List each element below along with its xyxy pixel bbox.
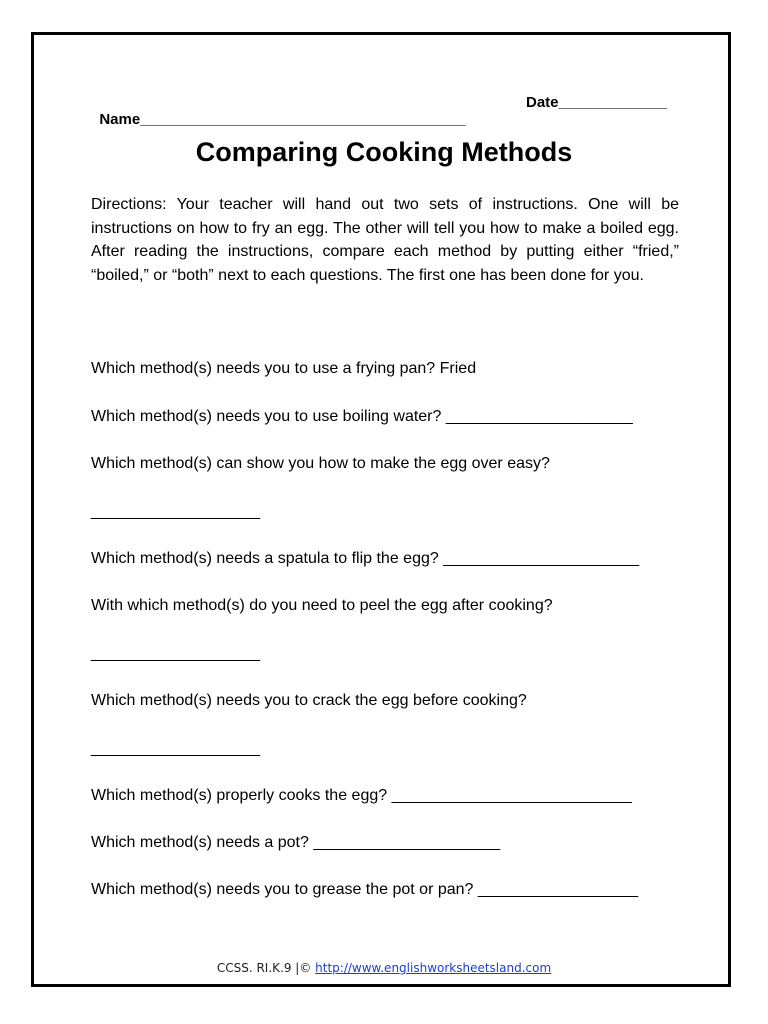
question-9: Which method(s) needs you to grease the pot or pan? __________________ — [91, 881, 639, 898]
question-2: Which method(s) needs you to use boiling water? _____________________ — [91, 408, 633, 425]
question-5: With which method(s) do you need to peel the egg after cooking? — [91, 597, 553, 614]
question-6: Which method(s) needs you to crack the egg before cooking? — [91, 692, 527, 709]
name-field: Name_______________________________________ — [99, 111, 466, 128]
answer-blank-5: ___________________ — [91, 645, 261, 662]
directions-paragraph: Directions: Your teacher will hand out two sets of instructions. One will be instructions on how to fry an egg. The other will tell you how to make a boiled egg. After reading the instructions, compare each method by putting either “fried,” “boiled,” or “both” next to each questions. The first one has been done for you. — [91, 196, 679, 284]
standard-code: CCSS. RI.K.9 |© — [216, 961, 316, 975]
answer-blank-6: ___________________ — [91, 740, 261, 757]
footer — [0, 961, 768, 975]
answer-blank-3: ___________________ — [91, 503, 261, 520]
question-3: Which method(s) can show you how to make the egg over easy? — [91, 455, 550, 472]
date-field: Date_____________ — [526, 94, 667, 111]
question-1: Which method(s) needs you to use a frying pan? Fried — [91, 360, 477, 377]
website-link[interactable]: http://www.englishworksheetsland.com — [315, 961, 552, 975]
question-7: Which method(s) properly cooks the egg? ___________________________ — [91, 787, 632, 804]
question-4: Which method(s) needs a spatula to flip the egg? ______________________ — [91, 550, 639, 567]
worksheet-title: Comparing Cooking Methods — [195, 137, 573, 167]
question-8: Which method(s) needs a pot? _____________________ — [91, 834, 501, 851]
